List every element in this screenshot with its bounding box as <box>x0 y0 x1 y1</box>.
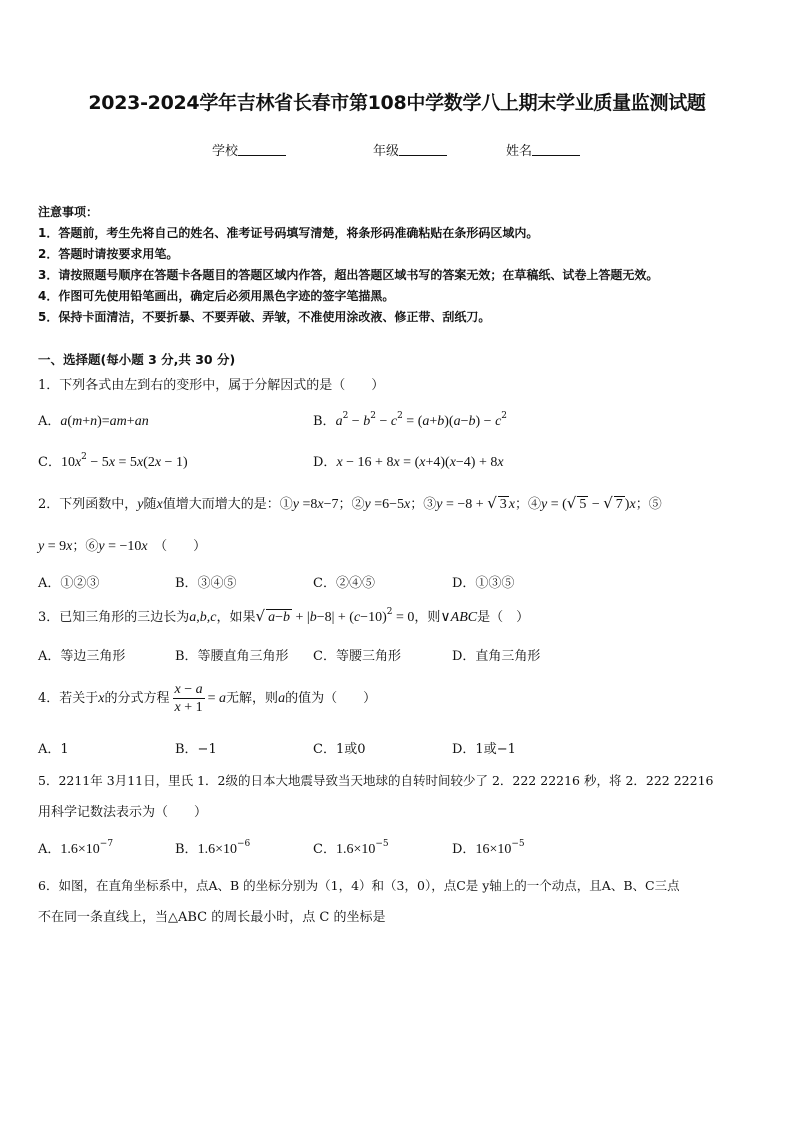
notice-item: 5．保持卡面清洁，不要折暴、不要弄破、弄皱，不准使用涂改液、修正带、刮纸刀。 <box>38 310 491 324</box>
notice-item: 4．作图可先使用铅笔画出，确定后必须用黑色字迹的签字笔描黑。 <box>38 289 395 303</box>
name-field: 姓名 <box>506 140 580 159</box>
grade-blank[interactable] <box>399 143 447 156</box>
question-1-stem: 1．下列各式由左到右的变形中，属于分解因式的是（ ） <box>38 378 385 393</box>
q1-option-b[interactable]: B．$a^2 - b^2 - c^2 = (a+b)(a-b) - c^2$ <box>313 411 508 429</box>
q4-option-b[interactable]: B．−1 <box>175 742 217 757</box>
q1-option-a[interactable]: A．a(m+n)=am+an <box>38 414 149 429</box>
q3-option-b[interactable]: B．等腰直角三角形 <box>175 649 289 664</box>
school-blank[interactable] <box>238 143 286 156</box>
q3-option-c[interactable]: C．等腰三角形 <box>313 649 401 664</box>
q5-option-b[interactable]: B．$1.6\times 10^{-6}$ <box>175 839 251 857</box>
name-blank[interactable] <box>532 143 580 156</box>
grade-field: 年级 <box>373 140 447 159</box>
q5-option-d[interactable]: D．$16\times 10^{-5}$ <box>452 839 525 857</box>
q2-option-b[interactable]: B．③④⑤ <box>175 576 237 591</box>
q1-option-c[interactable]: C．$10x^2 - 5x = 5x(2x - 1)$ <box>38 452 188 470</box>
page-title: 2023-2024学年吉林省长春市第108中学数学八上期末学业质量监测试题 <box>88 92 706 114</box>
q5-option-a[interactable]: A．$1.6\times 10^{-7}$ <box>38 839 114 857</box>
section-heading: 一、选择题(每小题 3 分,共 30 分) <box>38 352 236 367</box>
question-2-stem: 2．下列函数中，y随x值增大而增大的是：①y =8x−7；②y =6−5x；③y = −8 + √ 3 x；④y = (√ 5 − √ 7 )x；⑤ <box>38 494 662 512</box>
q5-option-c[interactable]: C．$1.6\times 10^{-5}$ <box>313 839 389 857</box>
q3-option-a[interactable]: A．等边三角形 <box>38 649 126 664</box>
q4-option-d[interactable]: D．1或−1 <box>452 742 516 757</box>
q2-option-d[interactable]: D．①③⑤ <box>452 576 515 591</box>
q2-option-a[interactable]: A．①②③ <box>38 576 100 591</box>
q4-option-c[interactable]: C．1或0 <box>313 742 366 757</box>
notice-item: 1．答题前，考生先将自己的姓名、准考证号码填写清楚，将条形码准确粘贴在条形码区域内。 <box>38 226 539 240</box>
notice-item: 2．答题时请按要求用笔。 <box>38 247 179 261</box>
question-6-stem-cont: 不在同一条直线上，当△ABC 的周长最小时，点 C 的坐标是 <box>38 910 386 925</box>
question-4-stem: 4．若关于x的分式方程 $\frac{x - a}{x + 1}$ = a无解，则a的值为（ ） <box>38 682 377 715</box>
question-6-stem: 6．如图，在直角坐标系中，点A、B 的坐标分别为（1，4）和（3，0），点C是 y轴上的一个动点，且A、B、C三点 <box>38 878 680 893</box>
q3-option-d[interactable]: D．直角三角形 <box>452 649 541 664</box>
q1-option-d[interactable]: D．x − 16 + 8x = (x+4)(x−4) + 8x <box>313 455 504 470</box>
question-2-stem-cont: y = 9x；⑥y = −10x （ ） <box>38 539 207 554</box>
question-5-stem: 5．2211年 3月11日，里氏 1．2级的日本大地震导致当天地球的自转时间较少了 2．222 22216 秒，将 2．222 22216 <box>38 773 714 788</box>
question-5-stem-cont: 用科学记数法表示为（ ） <box>38 805 208 820</box>
question-3-stem: 3．已知三角形的三边长为a,b,c，如果√ $a-b + |b-8| + (c-10)^2 = 0$，则∨ABC是（ ） <box>38 607 530 625</box>
fraction: $\frac{x - a}{x + 1}$ <box>174 682 203 715</box>
notice-item: 3．请按照题号顺序在答题卡各题目的答题区域内作答，超出答题区域书写的答案无效；在草稿纸、试卷上答题无效。 <box>38 268 659 282</box>
notice-heading: 注意事项： <box>38 205 99 219</box>
school-field: 学校 <box>212 140 286 159</box>
q4-option-a[interactable]: A．1 <box>38 742 69 757</box>
q2-option-c[interactable]: C．②④⑤ <box>313 576 375 591</box>
